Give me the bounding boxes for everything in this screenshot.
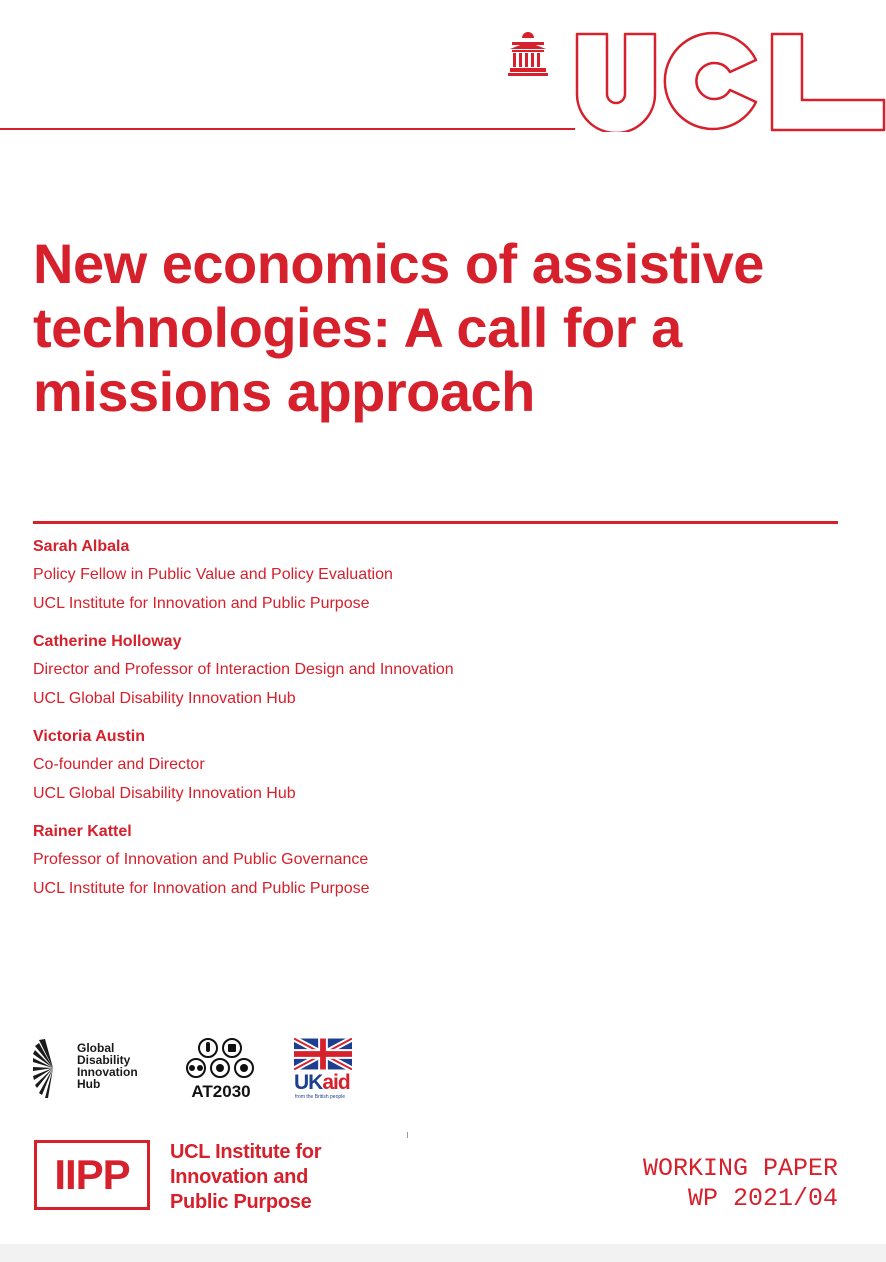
author-role: Director and Professor of Interaction Design and Innovation <box>33 661 454 678</box>
title-line: New economics of assistive <box>33 232 764 295</box>
author-role: Co-founder and Director <box>33 756 205 773</box>
gdi-burst-icon <box>33 1038 73 1098</box>
union-flag-icon <box>294 1038 352 1070</box>
title-line: missions approach <box>33 360 535 423</box>
at2030-label: AT2030 <box>191 1082 251 1101</box>
gdi-line: Disability <box>77 1053 131 1067</box>
paper-title <box>33 232 843 424</box>
author-role: Policy Fellow in Public Value and Policy Evaluation <box>33 566 393 583</box>
gdi-line: Global <box>77 1041 115 1055</box>
gdi-hub-logo <box>33 1038 163 1100</box>
ukaid-tagline: from the British people <box>295 1094 346 1100</box>
working-paper-label <box>643 1154 838 1214</box>
ukaid-logo <box>294 1038 354 1102</box>
portico-icon <box>508 32 548 76</box>
header-rule <box>0 128 575 130</box>
paper-number: WP 2021/04 <box>687 1184 838 1213</box>
author-role: Professor of Innovation and Public Governance <box>33 851 369 868</box>
author-affiliation: UCL Institute for Innovation and Public Purpose <box>33 880 370 897</box>
at2030-icons <box>182 1036 262 1082</box>
author-name: Catherine Holloway <box>33 633 182 650</box>
iipp-institute-name <box>170 1140 321 1215</box>
author-entry <box>33 537 733 614</box>
gdi-line: Innovation <box>77 1065 138 1079</box>
author-entry <box>33 727 733 804</box>
ucl-letter-c <box>665 33 756 129</box>
title-line: technologies: A call for a <box>33 296 682 359</box>
ucl-letter-u <box>577 34 655 132</box>
page-bottom-edge <box>0 1244 886 1262</box>
author-name: Rainer Kattel <box>33 823 132 840</box>
author-name: Victoria Austin <box>33 728 146 745</box>
ukaid-wordmark <box>294 1071 350 1095</box>
title-divider <box>33 521 838 524</box>
ukaid-uk: UK <box>294 1071 323 1094</box>
author-affiliation: UCL Global Disability Innovation Hub <box>33 690 296 707</box>
author-entry <box>33 632 733 709</box>
iipp-name-line: Public Purpose <box>170 1191 312 1213</box>
author-list <box>33 537 733 917</box>
ucl-letter-l <box>772 34 884 130</box>
iipp-logo: IIPP <box>34 1140 150 1210</box>
crop-mark <box>407 1132 408 1138</box>
at2030-logo <box>182 1036 262 1102</box>
gdi-hub-name <box>77 1042 138 1090</box>
paper-type: WORKING PAPER <box>642 1154 838 1183</box>
iipp-name-line: Innovation and <box>170 1166 309 1188</box>
author-name: Sarah Albala <box>33 538 130 555</box>
author-affiliation: UCL Global Disability Innovation Hub <box>33 785 296 802</box>
author-entry <box>33 822 733 899</box>
ucl-logo <box>498 30 886 132</box>
ukaid-aid: aid <box>322 1071 350 1094</box>
author-affiliation: UCL Institute for Innovation and Public Purpose <box>33 595 370 612</box>
iipp-name-line: UCL Institute for <box>170 1141 322 1163</box>
gdi-line: Hub <box>77 1077 101 1091</box>
